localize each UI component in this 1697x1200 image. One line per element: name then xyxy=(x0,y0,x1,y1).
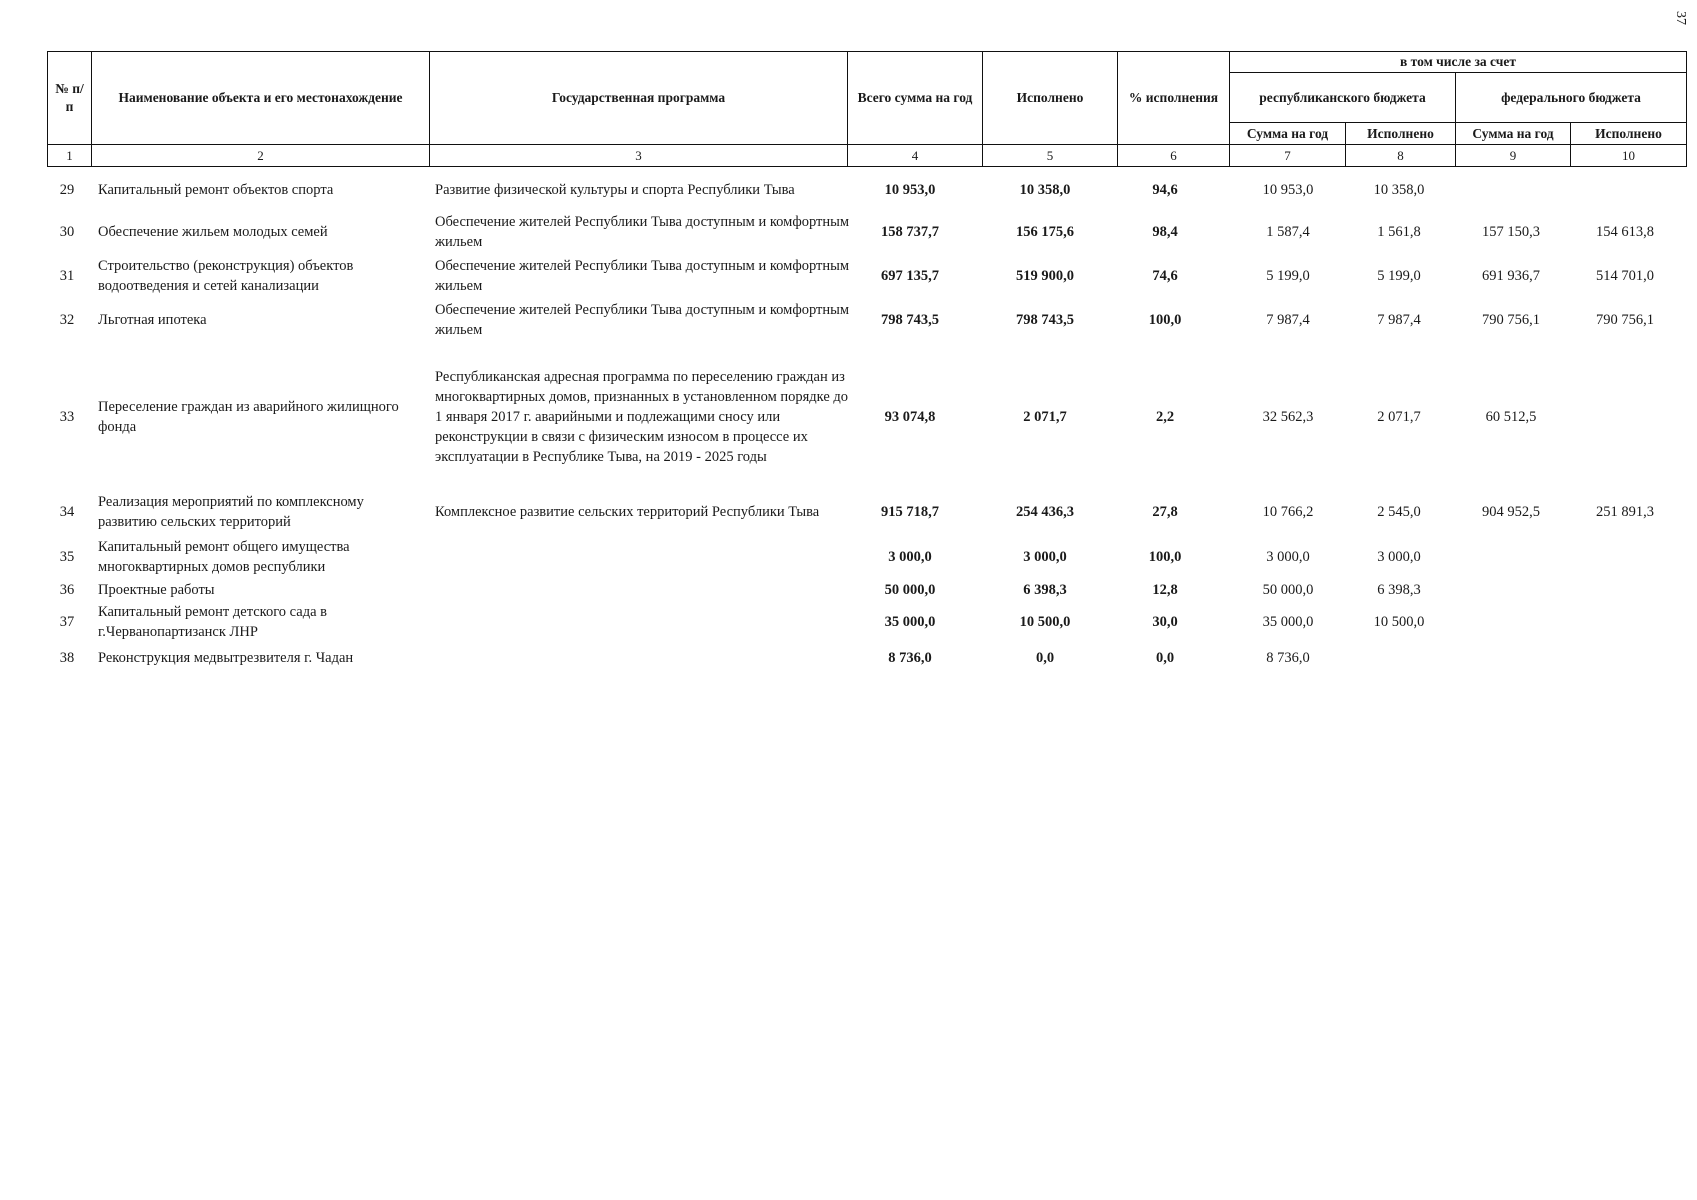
cell-num: 34 xyxy=(59,504,75,520)
cell-name: Реконструкция медвытрезвителя г. Чадан xyxy=(98,650,354,666)
cell-rep-done: 3 000,0 xyxy=(1377,549,1421,565)
cell-total: 158 737,7 xyxy=(881,224,939,240)
cell-rep-sum: 5 199,0 xyxy=(1266,268,1310,284)
cell-pct: 12,8 xyxy=(1152,582,1178,598)
cell-fed-done: 790 756,1 xyxy=(1596,312,1654,328)
cell-rep-sum: 32 562,3 xyxy=(1262,408,1314,425)
cell-total: 798 743,5 xyxy=(881,312,939,328)
cell-name: Капитальный ремонт объектов спорта xyxy=(98,182,334,198)
cell-done: 3 000,0 xyxy=(1023,549,1067,565)
header-rep-sum: Сумма на год xyxy=(1230,123,1346,145)
cell-done: 156 175,6 xyxy=(1016,224,1074,240)
table-header xyxy=(47,51,1687,167)
cell-num: 31 xyxy=(59,268,75,284)
cell-total: 35 000,0 xyxy=(884,614,936,630)
cell-done: 254 436,3 xyxy=(1016,504,1074,520)
cell-rep-sum: 35 000,0 xyxy=(1262,614,1314,630)
cell-num: 32 xyxy=(59,312,75,328)
header-num: № п/п xyxy=(48,52,92,145)
cell-fed-done xyxy=(1568,648,1682,668)
cell-rep-done: 5 199,0 xyxy=(1377,268,1421,284)
col-number: 6 xyxy=(1118,145,1230,167)
cell-pct: 27,8 xyxy=(1152,504,1178,520)
cell-pct: 100,0 xyxy=(1148,549,1182,565)
cell-rep-sum: 1 587,4 xyxy=(1266,224,1310,240)
cell-program xyxy=(435,648,855,668)
col-number: 2 xyxy=(92,145,430,167)
header-done: Исполнено xyxy=(983,52,1118,145)
col-number: 8 xyxy=(1346,145,1456,167)
cell-rep-done: 1 561,8 xyxy=(1377,224,1421,240)
cell-program: Комплексное развитие сельских территорий Республики Тыва xyxy=(435,504,820,520)
header-pct: % исполнения xyxy=(1118,52,1230,145)
header-name: Наименование объекта и его местонахождение xyxy=(92,52,430,145)
cell-rep-sum: 7 987,4 xyxy=(1266,312,1310,328)
cell-pct: 2,2 xyxy=(1155,408,1175,425)
cell-fed-sum: 60 512,5 xyxy=(1485,408,1537,425)
col-number: 9 xyxy=(1456,145,1571,167)
cell-rep-sum: 3 000,0 xyxy=(1266,549,1310,565)
cell-fed-done xyxy=(1568,180,1682,200)
cell-rep-done: 2 071,7 xyxy=(1377,408,1421,425)
cell-total: 3 000,0 xyxy=(888,549,932,565)
cell-num: 30 xyxy=(59,224,75,240)
cell-done: 798 743,5 xyxy=(1016,312,1074,328)
cell-program xyxy=(435,537,855,577)
cell-total: 50 000,0 xyxy=(884,582,936,598)
cell-name: Переселение граждан из аварийного жилищного фонда xyxy=(98,398,399,435)
table-row xyxy=(47,354,1687,479)
cell-done: 10 358,0 xyxy=(1019,182,1071,198)
cell-num: 36 xyxy=(59,582,75,598)
header-total: Всего сумма на год xyxy=(848,52,983,145)
cell-rep-done xyxy=(1344,648,1454,668)
cell-num: 38 xyxy=(59,650,75,666)
cell-name: Капитальный ремонт общего имущества многоквартирных домов республики xyxy=(98,539,350,575)
cell-total: 697 135,7 xyxy=(881,268,939,284)
cell-fed-sum xyxy=(1454,537,1568,577)
cell-fed-sum: 904 952,5 xyxy=(1482,504,1540,520)
cell-total: 10 953,0 xyxy=(884,182,936,198)
cell-num: 29 xyxy=(59,182,75,198)
header-fed-done: Исполнено xyxy=(1571,123,1687,145)
cell-num: 35 xyxy=(59,549,75,565)
cell-program xyxy=(435,602,855,642)
cell-name: Обеспечение жильем молодых семей xyxy=(98,224,328,240)
cell-fed-sum: 790 756,1 xyxy=(1482,312,1540,328)
cell-total: 8 736,0 xyxy=(888,650,932,666)
table-row xyxy=(47,212,1687,252)
cell-fed-done: 154 613,8 xyxy=(1596,224,1654,240)
cell-num: 33 xyxy=(59,408,75,425)
table-row xyxy=(47,537,1687,577)
header-rep-done: Исполнено xyxy=(1346,123,1456,145)
table-row xyxy=(47,602,1687,642)
cell-rep-done: 10 358,0 xyxy=(1373,182,1425,198)
table-row xyxy=(47,180,1687,200)
cell-name: Проектные работы xyxy=(98,582,215,598)
cell-fed-done: 514 701,0 xyxy=(1596,268,1654,284)
header-fed-budget: федерального бюджета xyxy=(1456,73,1687,123)
cell-name: Льготная ипотека xyxy=(98,312,207,328)
cell-program: Развитие физической культуры и спорта Республики Тыва xyxy=(435,182,795,198)
cell-fed-done xyxy=(1568,354,1682,479)
cell-done: 2 071,7 xyxy=(1023,408,1067,425)
cell-program: Республиканская адресная программа по переселению граждан из многоквартирных домов, признанных в установленном порядке до 1 января 2017 г. аварийными и подлежащими сносу или реконструкции в связи с физическим износом в процессе их эксплуатации в Республике Тыва, на 2019 - 2025 годы xyxy=(435,368,849,465)
cell-program: Обеспечение жителей Республики Тыва доступным и комфортным жильем xyxy=(435,302,850,338)
col-number: 7 xyxy=(1230,145,1346,167)
cell-fed-done xyxy=(1568,580,1682,600)
cell-pct: 94,6 xyxy=(1152,182,1178,198)
cell-rep-done: 7 987,4 xyxy=(1377,312,1421,328)
cell-fed-sum: 691 936,7 xyxy=(1482,268,1540,284)
cell-fed-done xyxy=(1568,537,1682,577)
cell-name: Капитальный ремонт детского сада в г.Черванопартизанск ЛНР xyxy=(98,604,328,640)
cell-rep-sum: 10 953,0 xyxy=(1262,182,1314,198)
cell-pct: 100,0 xyxy=(1148,312,1182,328)
cell-fed-sum: 157 150,3 xyxy=(1482,224,1540,240)
cell-rep-done: 10 500,0 xyxy=(1373,614,1425,630)
cell-program xyxy=(435,580,855,600)
cell-name: Реализация мероприятий по комплексному развитию сельских территорий xyxy=(98,494,364,530)
cell-rep-sum: 10 766,2 xyxy=(1262,504,1314,520)
cell-fed-sum xyxy=(1454,648,1568,668)
header-including: в том числе за счет xyxy=(1230,52,1687,73)
cell-done: 519 900,0 xyxy=(1016,268,1074,284)
cell-num: 37 xyxy=(59,614,75,630)
cell-rep-done: 2 545,0 xyxy=(1377,504,1421,520)
col-number: 4 xyxy=(848,145,983,167)
cell-done: 6 398,3 xyxy=(1023,582,1067,598)
col-number: 10 xyxy=(1571,145,1687,167)
table-row xyxy=(47,256,1687,296)
cell-fed-sum xyxy=(1454,180,1568,200)
cell-pct: 0,0 xyxy=(1155,650,1175,666)
cell-fed-done xyxy=(1568,602,1682,642)
col-number: 5 xyxy=(983,145,1118,167)
page-number-mark: 37 xyxy=(1673,11,1688,25)
cell-done: 0,0 xyxy=(1035,650,1055,666)
col-number: 3 xyxy=(430,145,848,167)
cell-program: Обеспечение жителей Республики Тыва доступным и комфортным жильем xyxy=(435,258,850,294)
table-row xyxy=(47,580,1687,600)
cell-pct: 74,6 xyxy=(1152,268,1178,284)
cell-pct: 30,0 xyxy=(1152,614,1178,630)
cell-done: 10 500,0 xyxy=(1019,614,1071,630)
cell-fed-sum xyxy=(1454,602,1568,642)
table-row xyxy=(47,648,1687,668)
cell-fed-sum xyxy=(1454,580,1568,600)
cell-rep-done: 6 398,3 xyxy=(1377,582,1421,598)
table-row xyxy=(47,300,1687,340)
cell-name: Строительство (реконструкция) объектов водоотведения и сетей канализации xyxy=(98,258,354,294)
cell-total: 915 718,7 xyxy=(881,504,939,520)
header-fed-sum: Сумма на год xyxy=(1456,123,1571,145)
cell-fed-done: 251 891,3 xyxy=(1596,504,1654,520)
cell-rep-sum: 8 736,0 xyxy=(1266,650,1310,666)
table-row xyxy=(47,492,1687,532)
header-rep-budget: республиканского бюджета xyxy=(1230,73,1456,123)
cell-pct: 98,4 xyxy=(1152,224,1178,240)
cell-rep-sum: 50 000,0 xyxy=(1262,582,1314,598)
col-number: 1 xyxy=(48,145,92,167)
cell-total: 93 074,8 xyxy=(884,408,936,425)
cell-program: Обеспечение жителей Республики Тыва доступным и комфортным жильем xyxy=(435,214,850,250)
header-program: Государственная программа xyxy=(430,52,848,145)
